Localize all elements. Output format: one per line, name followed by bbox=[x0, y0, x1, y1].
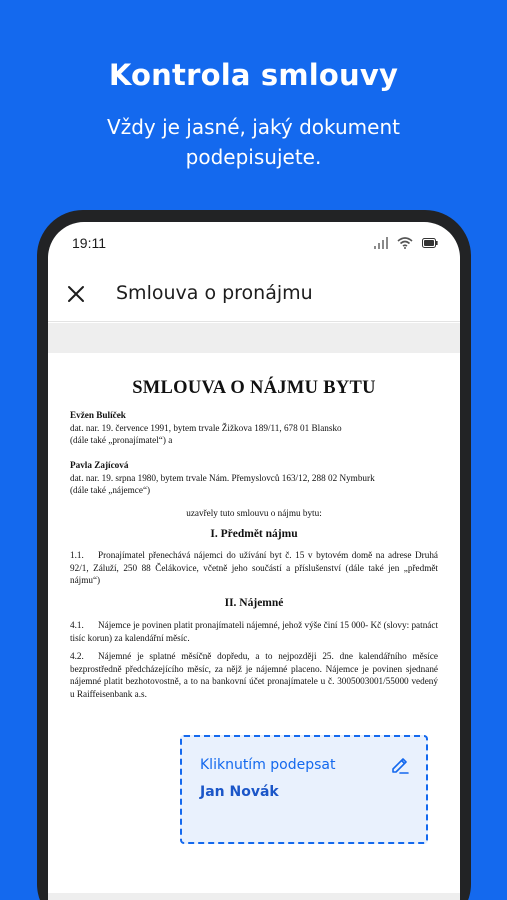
clause-number: 4.1. bbox=[70, 620, 84, 630]
hero-title: Kontrola smlouvy bbox=[108, 58, 399, 92]
tenant-details: dat. nar. 19. srpna 1980, bytem trvale Nám. Přemyslovců 163/12, 288 02 Nymburk bbox=[70, 472, 375, 483]
clause-text: Nájemce je povinen platit pronajímateli nájemné, jehož výše činí 15 000- Kč (slovy: patnáct tisíc korun) za kalendářní měsíc. bbox=[70, 620, 438, 643]
landlord-details: dat. nar. 19. července 1991, bytem trvale Žižkova 189/11, 678 01 Blansko bbox=[70, 422, 342, 433]
app-bar bbox=[48, 266, 460, 322]
status-time: 19:11 bbox=[72, 235, 106, 251]
signer-name: Jan Novák bbox=[200, 784, 279, 800]
tenant-role: (dále také „nájemce“) bbox=[70, 485, 151, 496]
clause-number: 1.1. bbox=[70, 550, 84, 560]
document-page bbox=[48, 353, 460, 893]
clause-text: Nájemné je splatné měsíčně dopředu, a to nejpozději 25. dne kalendářního měsíce bezprostředně předcházejícího měsíc, za nějž je nájemné placeno. Nájemce je povinen sjednané nájemné platit bezhotovostně, a to na bankovní účet pronajímatele u č. 3005003001/55000 vedený u Raiffeisenbank a.s. bbox=[70, 651, 438, 699]
tenant-party bbox=[70, 459, 375, 497]
battery-icon bbox=[422, 238, 438, 248]
section-1-heading: I. Předmět nájmu bbox=[210, 528, 298, 540]
clause-text: Pronajímatel přenechává nájemci do užívání byt č. 15 v bytovém domě na adrese Druhá 92/1, Záluží, 250 88 Čelákovice, včetně jeho součástí a příslušenství (dále také jen „předmět nájmu“) bbox=[70, 550, 438, 586]
landlord-role: (dále také „pronajímatel“) a bbox=[70, 435, 173, 446]
landlord-party bbox=[70, 409, 342, 447]
clause-4-1 bbox=[70, 619, 438, 644]
agreement-line: uzavřely tuto smlouvu o nájmu bytu: bbox=[186, 508, 322, 518]
status-icons bbox=[374, 237, 438, 249]
close-icon[interactable] bbox=[62, 280, 90, 308]
wifi-icon bbox=[397, 237, 413, 249]
clause-4-2 bbox=[70, 650, 438, 700]
pencil-icon bbox=[390, 755, 410, 775]
tenant-name: Pavla Zajícová bbox=[70, 460, 129, 470]
signal-icon bbox=[374, 237, 388, 249]
signature-field[interactable] bbox=[180, 735, 428, 844]
clause-number: 4.2. bbox=[70, 651, 84, 661]
document-viewer[interactable] bbox=[48, 323, 460, 900]
app-title: Smlouva o pronájmu bbox=[116, 282, 313, 304]
section-2-heading: II. Nájemné bbox=[224, 597, 284, 609]
document-title: SMLOUVA O NÁJMU BYTU bbox=[132, 378, 376, 398]
status-bar bbox=[48, 222, 460, 266]
phone-screen bbox=[48, 222, 460, 900]
landlord-name: Evžen Bulíček bbox=[70, 410, 126, 420]
signature-label: Kliknutím podepsat bbox=[200, 757, 336, 773]
clause-1-1 bbox=[70, 549, 438, 587]
hero-subtitle: Vždy je jasné, jaký dokument podepisujete. bbox=[107, 115, 400, 169]
